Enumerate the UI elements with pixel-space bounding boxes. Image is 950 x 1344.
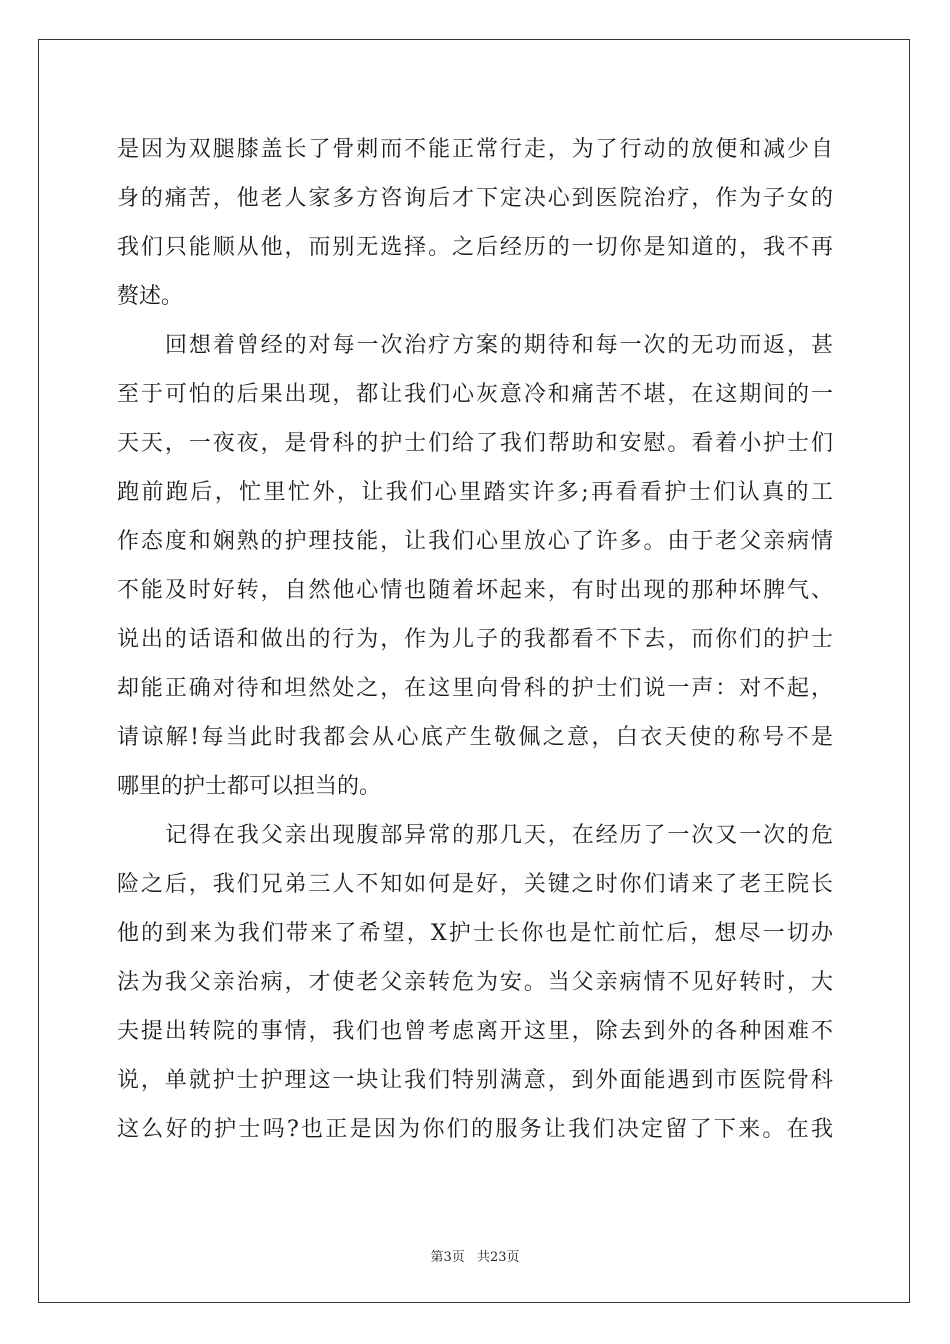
page-total: 共23页 <box>476 1250 520 1265</box>
document-body <box>117 125 833 1154</box>
text-line: 我们只能顺从他，而别无选择。之后经历的一切你是知道的，我不再 <box>117 235 833 260</box>
text-line: 却能正确对待和坦然处之，在这里向骨科的护士们说一声：对不起， <box>117 676 833 701</box>
text-line: 记得在我父亲出现腹部异常的那几天，在经历了一次又一次的危 <box>165 823 833 848</box>
text-line: 说，单就护士护理这一块让我们特别满意，到外面能遇到市医院骨科 <box>117 1068 833 1093</box>
text-line: 是因为双腿膝盖长了骨刺而不能正常行走，为了行动的放便和减少自 <box>117 137 833 162</box>
paragraph <box>117 125 833 321</box>
text-line: 险之后，我们兄弟三人不知如何是好，关键之时你们请来了老王院长 <box>117 872 833 897</box>
text-line: 他的到来为我们带来了希望，X护士长你也是忙前忙后，想尽一切办 <box>117 921 833 946</box>
text-line: 回想着曾经的对每一次治疗方案的期待和每一次的无功而返，甚 <box>165 333 833 358</box>
text-line: 身的痛苦，他老人家多方咨询后才下定决心到医院治疗，作为子女的 <box>117 186 833 211</box>
text-line: 不能及时好转，自然他心情也随着坏起来，有时出现的那种坏脾气、 <box>117 578 833 603</box>
text-line: 赘述。 <box>117 284 184 309</box>
text-line: 天天，一夜夜，是骨科的护士们给了我们帮助和安慰。看着小护士们 <box>117 431 833 456</box>
text-line: 这么好的护士吗?也正是因为你们的服务让我们决定留了下来。在我 <box>117 1117 833 1142</box>
page-number: 第3页 <box>430 1250 465 1265</box>
paragraph <box>117 321 833 811</box>
page-footer <box>0 1246 950 1265</box>
text-line: 哪里的护士都可以担当的。 <box>117 774 382 799</box>
text-line: 说出的话语和做出的行为，作为儿子的我都看不下去，而你们的护士 <box>117 627 833 652</box>
text-line: 作态度和娴熟的护理技能，让我们心里放心了许多。由于老父亲病情 <box>117 529 833 554</box>
text-line: 跑前跑后，忙里忙外，让我们心里踏实许多;再看看护士们认真的工 <box>117 480 833 505</box>
text-line: 法为我父亲治病，才使老父亲转危为安。当父亲病情不见好转时，大 <box>117 970 833 995</box>
paragraph <box>117 811 833 1154</box>
text-line: 请谅解!每当此时我都会从心底产生敬佩之意，白衣天使的称号不是 <box>117 725 833 750</box>
text-line: 夫提出转院的事情，我们也曾考虑离开这里，除去到外的各种困难不 <box>117 1019 833 1044</box>
text-line: 至于可怕的后果出现，都让我们心灰意冷和痛苦不堪，在这期间的一 <box>117 382 833 407</box>
